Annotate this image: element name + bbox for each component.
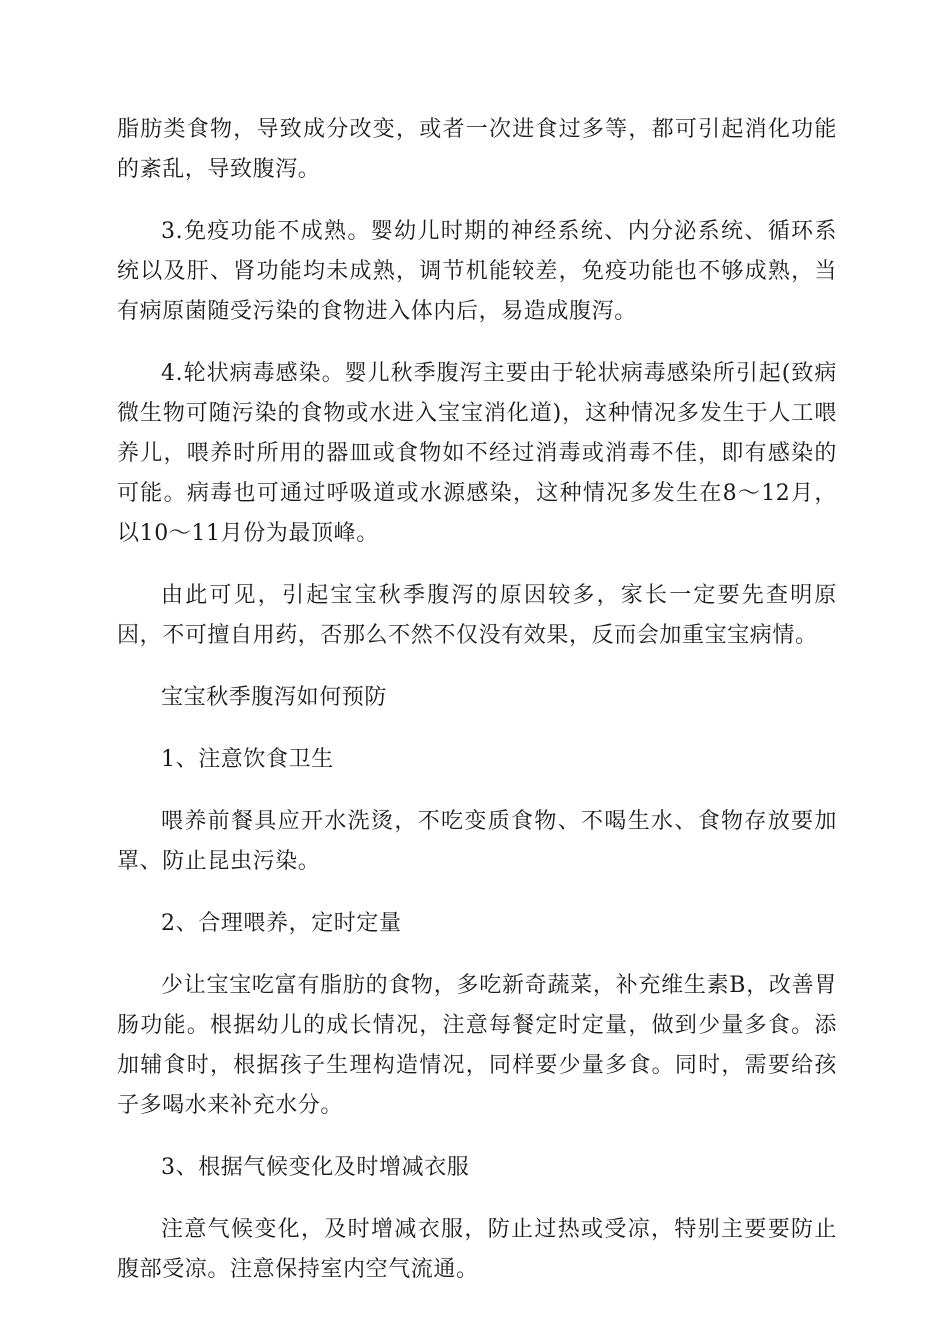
paragraph-conclusion: 由此可见，引起宝宝秋季腹泻的原因较多，家长一定要先查明原因，不可擅自用药，否那么不然不仅没有效果，反而会加重宝宝病情。 [117, 583, 837, 648]
section-heading-prevention: 宝宝秋季腹泻如何预防 [161, 685, 388, 710]
paragraph-continuation: 脂肪类食物，导致成分改变，或者一次进食过多等，都可引起消化功能的紊乱，导致腹泻。 [117, 117, 837, 182]
paragraph-food-hygiene: 喂养前餐具应开水洗烫，不吃变质食物、不喝生水、食物存放要加罩、防止昆虫污染。 [117, 809, 837, 874]
subheading-feeding: 2、合理喂养，定时定量 [161, 911, 402, 936]
paragraph-feeding: 少让宝宝吃富有脂肪的食物，多吃新奇蔬菜，补充维生素B，改善胃肠功能。根据幼儿的成长情况，注意每餐定时定量，做到少量多食。添加辅食时，根据孩子生理构造情况，同样要少量多食。同时，需要给孩子多喝水来补充水分。 [117, 973, 837, 1118]
paragraph-clothing: 注意气候变化，及时增减衣服，防止过热或受凉，特别主要要防止腹部受凉。注意保持室内空气流通。 [117, 1217, 837, 1282]
paragraph-rotavirus: 4.轮状病毒感染。婴儿秋季腹泻主要由于轮状病毒感染所引起(致病微生物可随污染的食物或水进入宝宝消化道)，这种情况多发生于人工喂养儿，喂养时所用的器皿或食物如不经过消毒或消毒不佳，即有感染的可能。病毒也可通过呼吸道或水源感染，这种情况多发生在8～12月，以10～11月份为最顶峰。 [117, 361, 837, 546]
paragraph-immune-function: 3.免疫功能不成熟。婴幼儿时期的神经系统、内分泌系统、循环系统以及肝、肾功能均未成熟，调节机能较差，免疫功能也不够成熟，当有病原菌随受污染的食物进入体内后，易造成腹泻。 [117, 219, 837, 324]
subheading-clothing: 3、根据气候变化及时增减衣服 [161, 1155, 470, 1180]
subheading-food-hygiene: 1、注意饮食卫生 [161, 747, 334, 772]
document-body [117, 110, 837, 1312]
